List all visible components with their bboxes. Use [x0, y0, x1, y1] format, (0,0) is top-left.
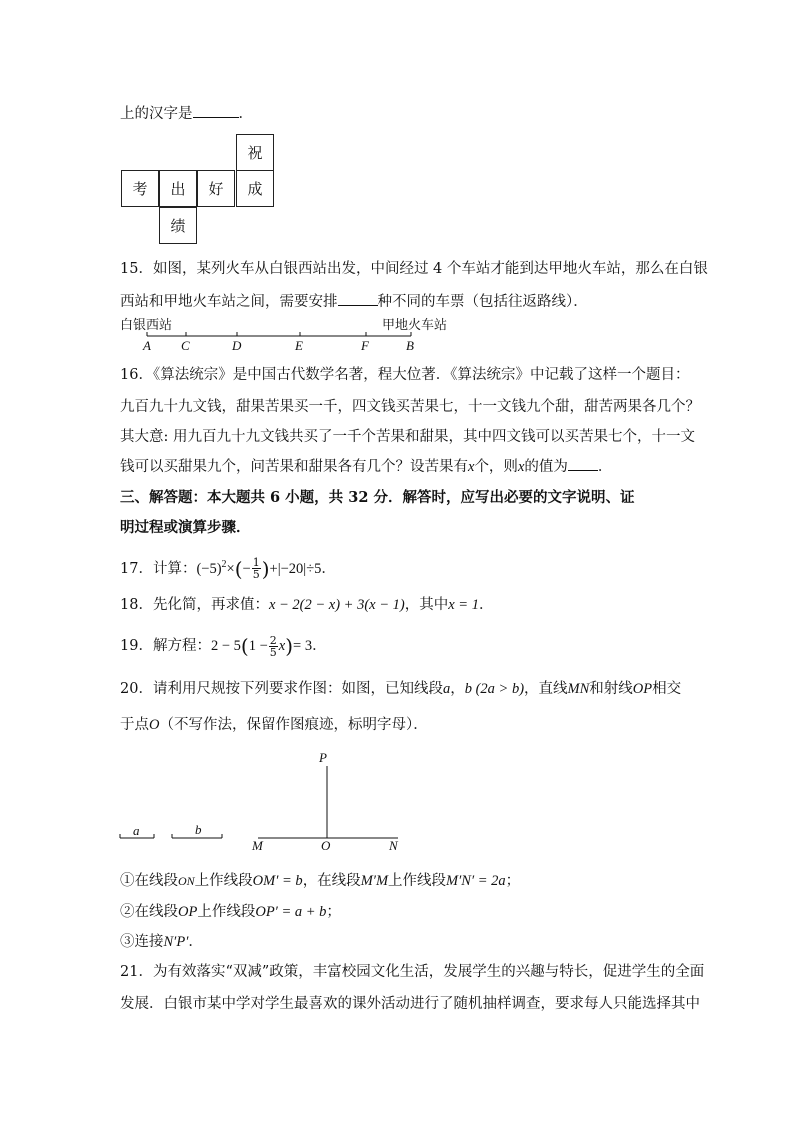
q16-var-x2: x	[517, 459, 525, 475]
q17-expr-a: (−5)	[196, 560, 222, 577]
q16-answer-blank[interactable]	[568, 456, 598, 471]
q20-step-3	[120, 932, 203, 952]
q14-answer-blank[interactable]	[193, 103, 239, 118]
q20-line-1b: ，直线	[524, 681, 568, 697]
q19: 19．解方程：2 − 5(1 − $\frac{2}{5}$ x)= 3．	[120, 633, 327, 659]
q19-var: x	[278, 638, 286, 654]
q20-step2-a: ②在线段	[120, 904, 178, 920]
q16-line-4a: 钱可以买甜果九个，问苦果和甜果各有几个？设苦果有	[120, 459, 468, 475]
q20-line-1	[120, 679, 681, 699]
q20-line-2a: 于点	[120, 717, 149, 733]
q19-one: 1 −	[248, 638, 268, 654]
q20-mn: MN	[567, 681, 590, 697]
q14-tail-text: 上的汉字是	[120, 106, 193, 122]
q15-answer-blank[interactable]	[338, 291, 378, 306]
q19-label: 19．解方程：	[120, 638, 211, 654]
end-station-label: 甲地火车站	[382, 318, 448, 333]
seg-a-label: a	[133, 823, 140, 838]
q21-line-1: 21．为有效落实“双减”政策，丰富校园文化生活，发展学生的兴趣与特长，促进学生的全面	[120, 964, 705, 980]
section-3-heading-2: 明过程或演算步骤．	[120, 519, 251, 536]
q21-line-2: 发展．白银市某中学对学生最喜欢的课外活动进行了随机抽样调查，要求每人只能选择其中	[120, 996, 700, 1012]
q19-fraction	[269, 635, 278, 658]
point-M: M	[252, 838, 263, 853]
point-O: O	[321, 838, 331, 853]
q19-frac-num: 2	[269, 633, 277, 647]
q15-line-2a: 西站和甲地火车站之间，需要安排	[120, 294, 338, 310]
net-cell-top: 祝	[236, 134, 274, 171]
q20-step1-b: 上作线段	[194, 873, 253, 889]
q20-line-1c: 和射线	[589, 681, 633, 697]
q16-line-2: 九百九十九文钱，甜果苦果买一千，四文钱买苦果七，十一文钱九个甜，甜苦两果各几个？	[120, 399, 700, 415]
q17: 17．计算：$(-5)^2\times(-$ $\frac{1}{5}$ )+|−20|÷5．	[120, 556, 336, 582]
q15-line-2	[120, 291, 588, 312]
point-D: D	[232, 338, 242, 353]
net-cell-4: 成	[236, 170, 274, 207]
q20-step2-op: OP	[178, 904, 198, 920]
q20-o: O	[149, 717, 160, 733]
q16-line-1: 16．《算法统宗》是中国古代数学名著，程大位著．《算法统宗》中记载了这样一个题目：	[120, 367, 690, 383]
q17-frac-num: 1	[252, 556, 260, 570]
q20-step1-d: 上作线段	[388, 873, 447, 889]
q20-b-expr: b (2a > b)	[464, 681, 525, 697]
q19-expr-a: 2 − 5	[210, 638, 241, 654]
q15-line-2b: 种不同的车票（包括往返路线）．	[377, 294, 588, 310]
section-3-heading-1: 三、解答题：本大题共 6 小题，共 32 分．解答时，应写出必要的文字说明、证	[120, 489, 635, 506]
start-station-label: 白银西站	[120, 318, 173, 333]
q15-line-1: 15．如图，某列火车从白银西站出发，中间经过 4 个车站才能到达甲地火车站，那么在白银	[120, 261, 708, 277]
q20-op: OP	[632, 681, 653, 697]
point-C: C	[181, 338, 190, 353]
q17-fraction	[252, 557, 261, 580]
q20-line-2b: （不写作法，保留作图痕迹，标明字母）．	[159, 717, 428, 733]
q20-sep: ，	[450, 681, 465, 697]
point-P: P	[319, 750, 327, 765]
q20-line-1d: 相交	[652, 681, 682, 697]
point-B: B	[406, 338, 414, 353]
q18-mid: ，其中	[404, 597, 449, 613]
q14-tail	[120, 103, 253, 124]
q17-times: ×	[226, 560, 235, 577]
q20-step1-c: ，在线段	[302, 873, 361, 889]
q18-label: 18．先化简，再求值：	[120, 597, 269, 613]
q20-step1-eq2: M′N′ = 2a	[446, 873, 506, 889]
q20-step3-np: N′P′	[163, 934, 189, 950]
q19-end: ．	[312, 638, 327, 654]
q20-step2-b: 上作线段	[197, 904, 256, 920]
q18-expr: x − 2(2 − x) + 3(x − 1)	[268, 597, 405, 613]
q16-line-3: 其大意: 用九百九十九文钱共买了一千个苦果和甜果，其中四文钱可以买苦果七个，十一文	[120, 429, 695, 445]
q19-frac-den: 5	[269, 645, 277, 659]
q18-cond: x = 1	[448, 597, 479, 613]
net-cell-3: 好	[197, 170, 235, 207]
railway-line	[0, 328, 794, 358]
q20-step1-eq1: OM′ = b	[252, 873, 303, 889]
q19-expr-b: = 3	[293, 638, 313, 654]
q14-end: ．	[238, 106, 253, 122]
q16-line-4	[120, 456, 612, 477]
q18	[120, 595, 493, 615]
q20-step-1	[120, 871, 520, 891]
q20-step-2	[120, 902, 341, 922]
q17-frac-den: 5	[252, 568, 260, 582]
q20-step3-b: ．	[188, 934, 203, 950]
q16-end: ．	[597, 459, 613, 475]
point-N: N	[389, 838, 398, 853]
q16-var-x1: x	[468, 459, 475, 475]
q20-line-1a: 20．请利用尺规按下列要求作图：如图，已知线段	[120, 681, 443, 697]
q17-label: 17．计算：	[120, 560, 197, 577]
point-F: F	[361, 338, 369, 353]
point-E: E	[295, 338, 303, 353]
q20-a: a	[442, 681, 451, 697]
q20-step1-a: ①在线段	[120, 873, 178, 889]
q20-step1-on: ON	[178, 874, 195, 888]
net-cell-1: 考	[121, 170, 159, 207]
q20-step2-eq: OP′ = a + b	[255, 904, 327, 920]
q20-step2-c: ；	[326, 904, 341, 920]
q20-step1-mm: M′M	[360, 873, 389, 889]
q16-line-4b: 个，则	[474, 459, 518, 475]
point-A: A	[143, 338, 151, 353]
seg-b-label: b	[195, 822, 202, 837]
q17-exp: 2	[221, 559, 227, 570]
net-cell-bottom: 绩	[159, 207, 197, 244]
q20-line-2	[120, 715, 428, 735]
q20-step1-e: ；	[505, 873, 521, 889]
q16-line-4c: 的值为	[524, 459, 568, 475]
q20-step3-a: ③连接	[120, 934, 164, 950]
net-cell-2: 出	[159, 170, 197, 207]
q18-end: ．	[478, 597, 494, 613]
q17-expr-b: +|−20|÷5．	[269, 560, 336, 577]
